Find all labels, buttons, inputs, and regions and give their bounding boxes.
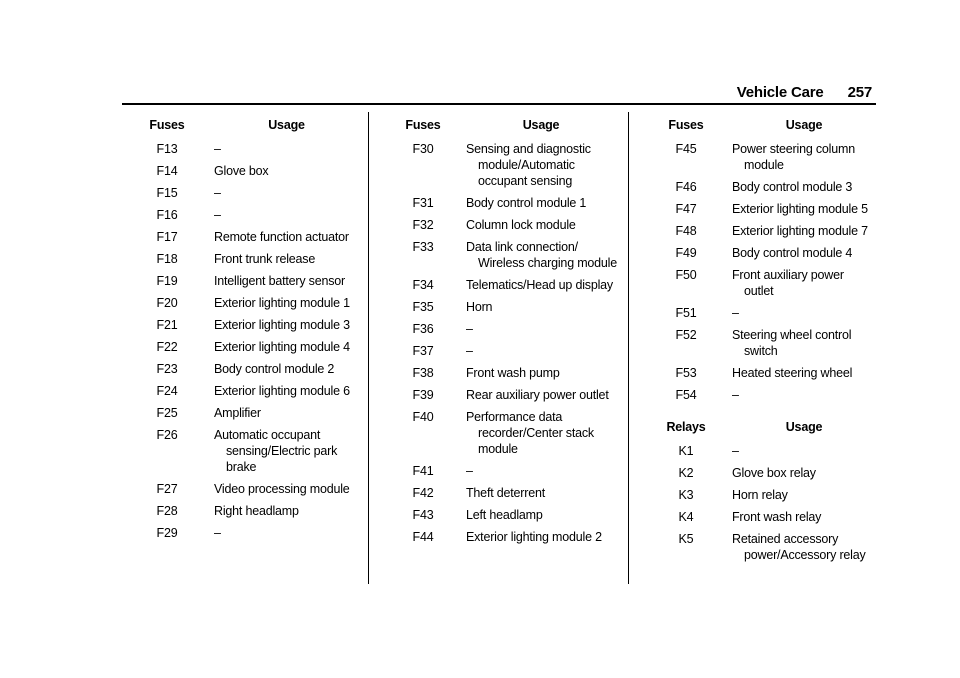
row-usage: Telematics/Head up display xyxy=(466,278,613,292)
row-usage: Performance data recorder/Center stack module xyxy=(466,410,594,456)
fuse-row xyxy=(122,405,362,421)
row-id: K3 xyxy=(678,488,694,502)
row-usage: Video processing module xyxy=(214,482,350,496)
row-id: F43 xyxy=(412,508,434,522)
row-usage: Exterior lighting module 6 xyxy=(214,384,350,398)
row-id: F39 xyxy=(412,388,434,402)
row-usage: Retained accessory power/Accessory relay xyxy=(732,532,866,562)
usage-header: Usage xyxy=(785,420,823,434)
fuse-row xyxy=(122,383,362,399)
table-header xyxy=(122,117,362,133)
fuse-row xyxy=(382,343,618,359)
row-usage: Column lock module xyxy=(466,218,576,232)
fuse-row xyxy=(382,217,618,233)
row-usage: Exterior lighting module 3 xyxy=(214,318,350,332)
fuse-row xyxy=(122,295,362,311)
fuse-row xyxy=(122,525,362,541)
row-id: F18 xyxy=(156,252,178,266)
row-usage: Body control module 1 xyxy=(466,196,587,210)
row-id: F41 xyxy=(412,464,434,478)
section-title: Vehicle Care xyxy=(736,84,824,101)
row-usage: Glove box xyxy=(214,164,269,178)
row-usage: – xyxy=(466,464,473,478)
row-usage: – xyxy=(732,388,739,402)
fuse-row xyxy=(382,409,618,457)
row-id: F28 xyxy=(156,504,178,518)
table-header xyxy=(382,117,618,133)
row-usage: – xyxy=(214,186,221,200)
row-id: F24 xyxy=(156,384,178,398)
row-usage: Horn relay xyxy=(732,488,788,502)
fuse-row xyxy=(642,267,876,299)
relay-row xyxy=(642,487,876,503)
fuses-header: Fuses xyxy=(668,118,704,132)
relay-rows xyxy=(642,443,876,563)
row-usage: Sensing and diagnostic module/Automatic occupant sensing xyxy=(466,142,591,188)
fuse-row xyxy=(382,485,618,501)
row-usage: Body control module 4 xyxy=(732,246,853,260)
row-id: K4 xyxy=(678,510,694,524)
row-usage: – xyxy=(214,526,221,540)
fuse-row xyxy=(642,179,876,195)
row-id: F44 xyxy=(412,530,434,544)
row-id: F21 xyxy=(156,318,178,332)
fuse-rows xyxy=(642,141,876,403)
fuse-row xyxy=(122,251,362,267)
fuse-row xyxy=(122,229,362,245)
row-id: F29 xyxy=(156,526,178,540)
row-id: F38 xyxy=(412,366,434,380)
row-id: F16 xyxy=(156,208,178,222)
row-usage: Automatic occupant sensing/Electric park brake xyxy=(214,428,338,474)
row-id: K1 xyxy=(678,444,694,458)
fuse-row xyxy=(122,207,362,223)
row-id: F25 xyxy=(156,406,178,420)
row-id: F51 xyxy=(675,306,697,320)
row-usage: – xyxy=(214,208,221,222)
row-id: F32 xyxy=(412,218,434,232)
row-usage: Front wash relay xyxy=(732,510,822,524)
fuse-row xyxy=(122,339,362,355)
row-usage: Front auxiliary power outlet xyxy=(732,268,844,298)
row-id: F26 xyxy=(156,428,178,442)
row-id: F40 xyxy=(412,410,434,424)
fuse-row xyxy=(382,463,618,479)
row-id: K2 xyxy=(678,466,694,480)
row-usage: – xyxy=(214,142,221,156)
fuse-row xyxy=(642,141,876,173)
row-usage: Amplifier xyxy=(214,406,261,420)
relay-row xyxy=(642,531,876,563)
usage-header: Usage xyxy=(522,118,560,132)
row-id: F14 xyxy=(156,164,178,178)
fuse-row xyxy=(642,327,876,359)
row-usage: Exterior lighting module 2 xyxy=(466,530,602,544)
fuse-row xyxy=(122,427,362,475)
row-usage: Exterior lighting module 4 xyxy=(214,340,350,354)
row-id: F13 xyxy=(156,142,178,156)
row-id: F17 xyxy=(156,230,178,244)
row-id: F53 xyxy=(675,366,697,380)
row-id: F50 xyxy=(675,268,697,282)
column-divider xyxy=(368,112,369,584)
row-id: F46 xyxy=(675,180,697,194)
fuse-row xyxy=(122,163,362,179)
relay-row xyxy=(642,509,876,525)
row-usage: Intelligent battery sensor xyxy=(214,274,345,288)
row-id: F37 xyxy=(412,344,434,358)
row-usage: Exterior lighting module 7 xyxy=(732,224,868,238)
row-id: F33 xyxy=(412,240,434,254)
fuse-row xyxy=(642,223,876,239)
fuse-row xyxy=(122,361,362,377)
usage-header: Usage xyxy=(785,118,823,132)
fuse-row xyxy=(382,299,618,315)
row-usage: Horn xyxy=(466,300,493,314)
row-id: F36 xyxy=(412,322,434,336)
row-usage: Exterior lighting module 5 xyxy=(732,202,868,216)
row-usage: Heated steering wheel xyxy=(732,366,853,380)
row-usage: Theft deterrent xyxy=(466,486,545,500)
fuse-row xyxy=(122,481,362,497)
fuse-row xyxy=(642,387,876,403)
fuse-row xyxy=(382,195,618,211)
page-header xyxy=(737,84,872,101)
fuse-row xyxy=(382,321,618,337)
row-id: K5 xyxy=(678,532,694,546)
row-usage: Rear auxiliary power outlet xyxy=(466,388,609,402)
fuse-row xyxy=(382,387,618,403)
row-id: F54 xyxy=(675,388,697,402)
fuse-row xyxy=(382,529,618,545)
row-id: F49 xyxy=(675,246,697,260)
fuses-header: Fuses xyxy=(149,118,185,132)
relays-table-header xyxy=(642,419,876,435)
row-id: F47 xyxy=(675,202,697,216)
row-id: F52 xyxy=(675,328,697,342)
row-usage: – xyxy=(466,344,473,358)
relays-header: Relays xyxy=(666,420,706,434)
fuse-table-column-2 xyxy=(382,117,618,551)
row-id: F22 xyxy=(156,340,178,354)
row-id: F34 xyxy=(412,278,434,292)
fuse-row xyxy=(382,141,618,189)
row-id: F27 xyxy=(156,482,178,496)
row-usage: Remote function actuator xyxy=(214,230,349,244)
row-id: F15 xyxy=(156,186,178,200)
row-usage: Power steering column module xyxy=(732,142,855,172)
row-id: F45 xyxy=(675,142,697,156)
row-usage: Right headlamp xyxy=(214,504,299,518)
row-usage: Body control module 3 xyxy=(732,180,853,194)
fuse-rows xyxy=(382,141,618,545)
fuse-row xyxy=(122,141,362,157)
fuses-header: Fuses xyxy=(405,118,441,132)
column-divider xyxy=(628,112,629,584)
fuse-row xyxy=(382,277,618,293)
header-rule xyxy=(122,103,876,105)
row-id: F31 xyxy=(412,196,434,210)
fuse-row xyxy=(642,365,876,381)
fuse-table-column-3 xyxy=(642,117,876,569)
usage-header: Usage xyxy=(268,118,305,132)
fuse-row xyxy=(642,245,876,261)
row-usage: Left headlamp xyxy=(466,508,543,522)
page-number: 257 xyxy=(847,84,872,101)
fuse-table-column-1 xyxy=(122,117,362,547)
fuse-row xyxy=(122,273,362,289)
row-usage: Data link connection/ Wireless charging module xyxy=(466,240,618,270)
row-usage: Front trunk release xyxy=(214,252,316,266)
row-usage: Exterior lighting module 1 xyxy=(214,296,350,310)
row-id: F20 xyxy=(156,296,178,310)
row-id: F23 xyxy=(156,362,178,376)
row-id: F42 xyxy=(412,486,434,500)
fuse-row xyxy=(642,305,876,321)
fuse-row xyxy=(122,503,362,519)
row-usage: – xyxy=(466,322,473,336)
fuse-row xyxy=(382,365,618,381)
row-id: F30 xyxy=(412,142,434,156)
row-usage: Front wash pump xyxy=(466,366,560,380)
fuse-rows xyxy=(122,141,362,541)
row-id: F48 xyxy=(675,224,697,238)
row-id: F19 xyxy=(156,274,178,288)
row-usage: – xyxy=(732,444,739,458)
relay-row xyxy=(642,465,876,481)
row-id: F35 xyxy=(412,300,434,314)
relay-row xyxy=(642,443,876,459)
row-usage: Steering wheel control switch xyxy=(732,328,852,358)
fuse-row xyxy=(382,507,618,523)
row-usage: Glove box relay xyxy=(732,466,816,480)
fuse-row xyxy=(382,239,618,271)
table-header xyxy=(642,117,876,133)
row-usage: Body control module 2 xyxy=(214,362,335,376)
fuse-row xyxy=(642,201,876,217)
fuse-row xyxy=(122,317,362,333)
fuse-row xyxy=(122,185,362,201)
row-usage: – xyxy=(732,306,739,320)
